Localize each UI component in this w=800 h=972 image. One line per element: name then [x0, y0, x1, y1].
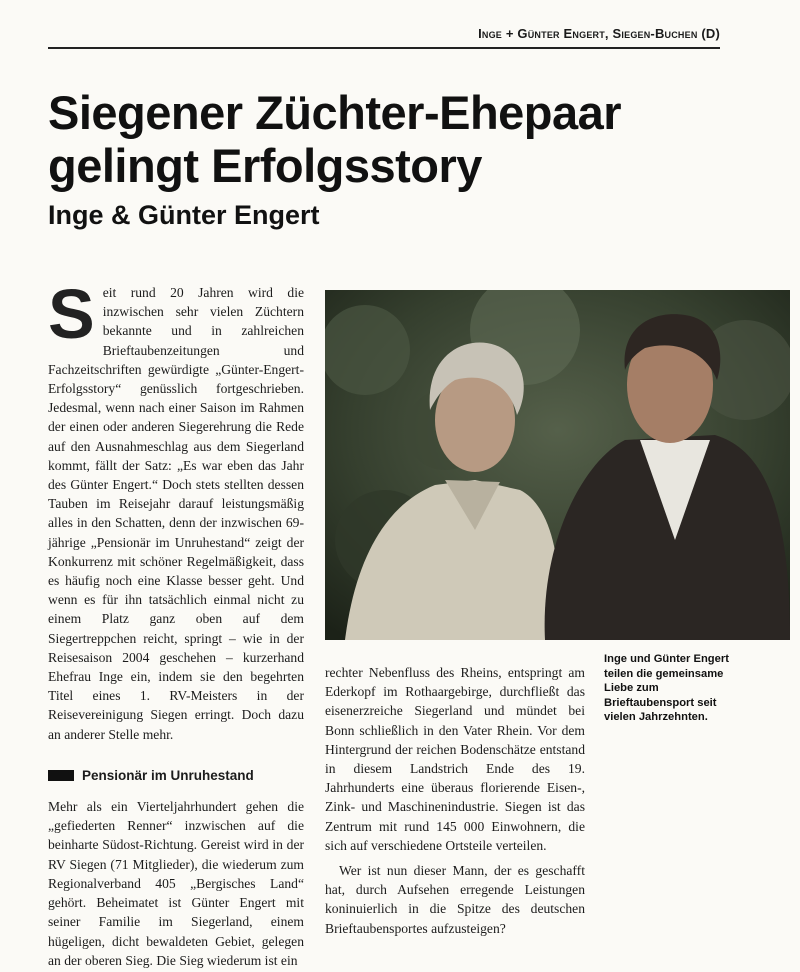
couple-photo — [325, 290, 790, 640]
left-column — [48, 275, 304, 970]
section-marker-bar — [48, 770, 74, 781]
middle-paragraph-2: Wer ist nun dieser Mann, der es geschafft hat, durch Aufsehen erregende Leistungen koninuierlich in die Spitze des deutschen Brieftaubensportes aufzusteigen? — [325, 863, 585, 936]
intro-paragraph — [48, 275, 304, 744]
article-subtitle: Inge & Günter Engert — [48, 200, 320, 230]
header-rule — [48, 47, 720, 49]
section-heading-text: Pensionär im Unruhestand — [82, 767, 254, 783]
photo-caption: Inge und Günter Engert teilen die gemeinsame Liebe zum Brieftaubensport seit vielen Jahrzehnten. — [604, 653, 729, 723]
article-title: Siegener Züchter-Ehepaar gelingt Erfolgsstory — [48, 86, 622, 192]
section-paragraph: Mehr als ein Vierteljahrhundert gehen die „gefiederten Renner“ inzwischen auf die beinharte Südost-Richtung. Gereist wird in der RV Siegen (71 Mitglieder), die wiederum zum Regionalverband 405 „Bergisches Land“ gehört. Beheimatet ist Günter Engert mit seiner Familie im Siegerland, einem hügeligen, dicht bewaldeten Gebiet, gelegen an der oberen Sieg. Die Sieg wiederum ist ein — [48, 799, 304, 968]
middle-paragraph-1: rechter Nebenfluss des Rheins, entspringt am Ederkopf im Rothaargebirge, durchfließt das eisenerzreiche Siegerland und mündet bei Bonn schließlich in den Vater Rhein. Vor dem Hintergrund der reichen Bodenschätze entstand in diesem Landstrich Ende des 19. Jahrhunderts eine überaus florierende Eisen-, Zink- und Maschinenindustrie. Siegen ist das Zentrum mit rund 145 000 Einwohnern, die sich auf verschiedene Ortsteile verteilen. — [325, 665, 585, 853]
middle-column — [325, 663, 585, 944]
intro-text: eit rund 20 Jahren wird die inzwischen sehr vielen Züchtern bekannte und in zahlreichen Brieftaubenzeitungen und Fachzeitschriften gewürdigte „Günter-Engert-Erfolgsstory“ genüsslich fortgeschrieben. Jedesmal, wenn nach einer Saison im Rahmen der einen oder anderen Siegerehrung die Rede auf den Ausnahmeschlag aus dem Siegerland kommt, fällt der Satz: „Es war eben das Jahr des Günter Engert.“ Doch stets stellten dessen Tauben im Reisejahr darauf leistungsmäßig alles in den Schatten, denn der inzwischen 69-jährige „Pensionär im Unruhestand“ zeigt der Konkurrenz mit schöner Regelmäßigkeit, dass es häufig noch eine Klasse besser geht. Und wenn es für ihn tatsächlich einmal nicht zu einem Platz ganz oben auf dem Siegertreppchen reicht, springt – wie in der Reisesaison 2004 geschehen – kurzerhand Ehefrau Inge ein, indem sie den begehrten Titel eines 1. RV-Meisters in der Reisevereinigung Siegen erringt. Doch dazu an anderer Stelle mehr. — [48, 285, 304, 742]
running-head: Inge + Günter Engert, Siegen-Buchen (D) — [478, 26, 720, 41]
drop-cap: S — [48, 275, 95, 353]
section-heading — [48, 766, 304, 785]
